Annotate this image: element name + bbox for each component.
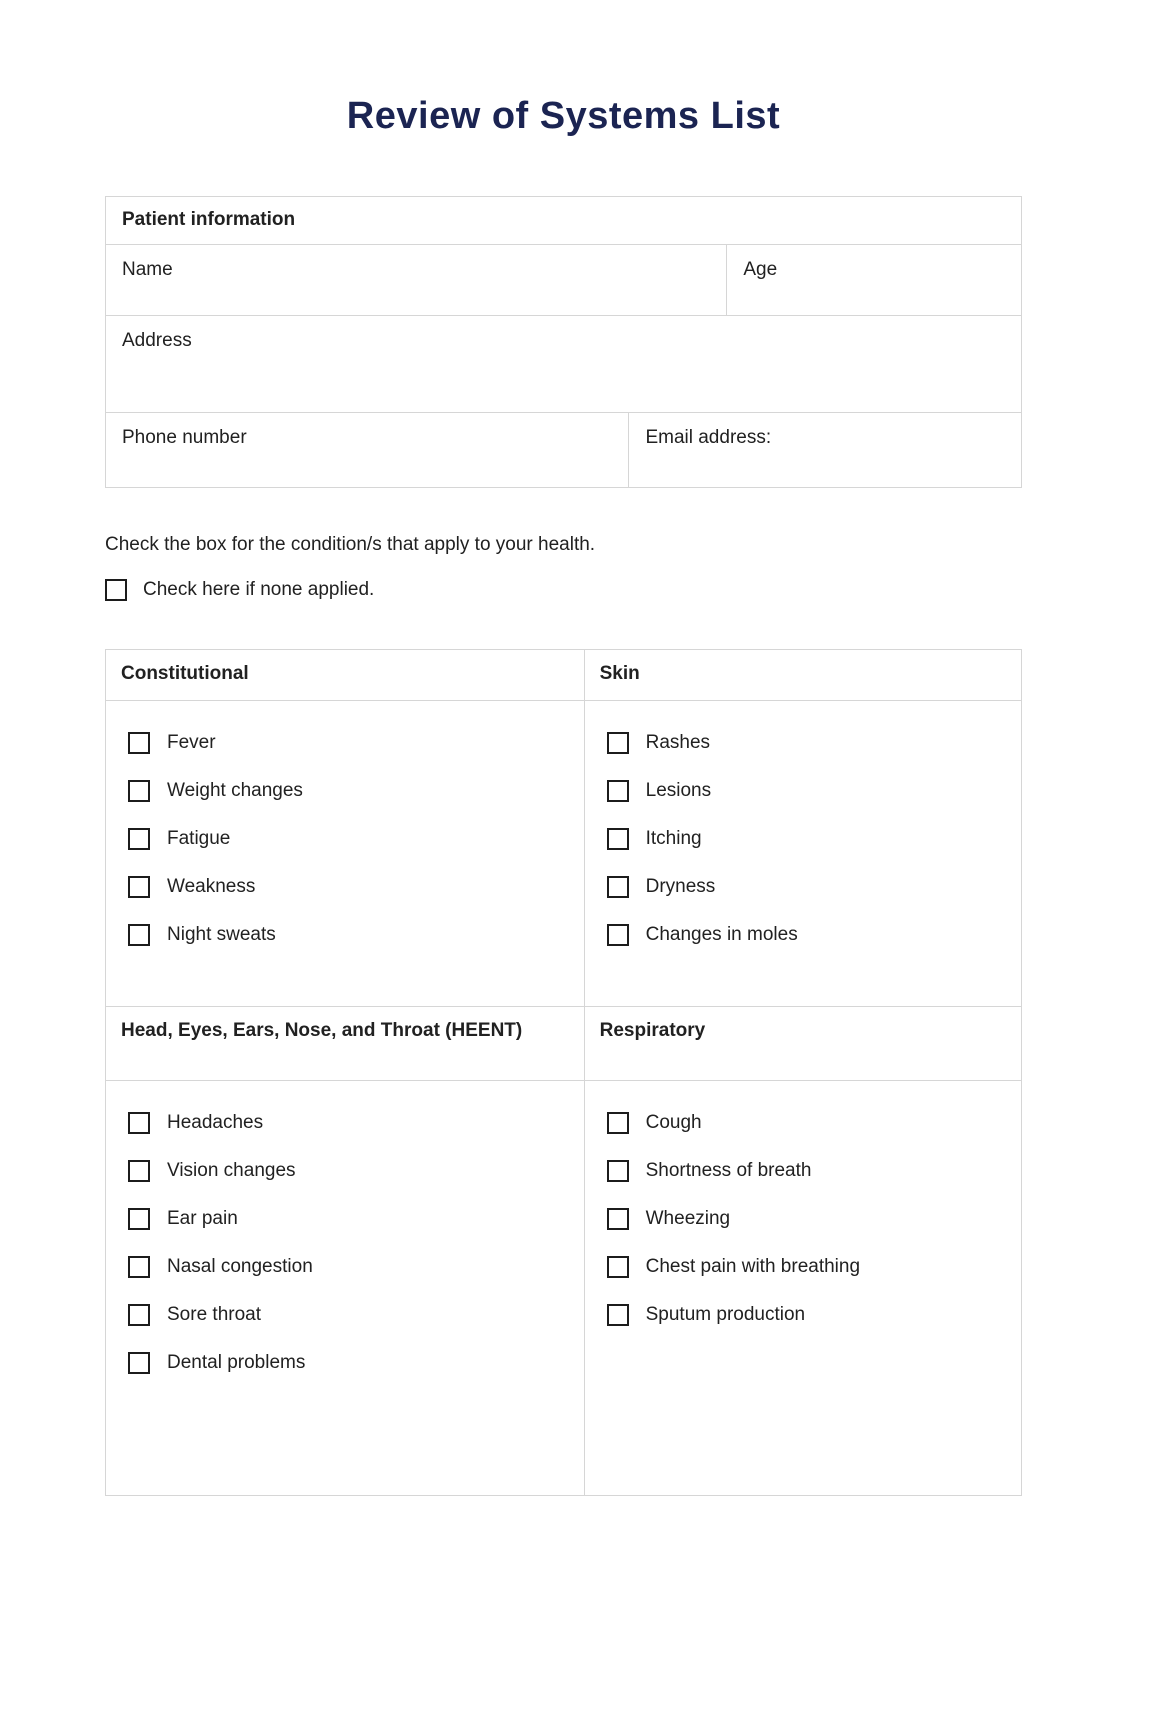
condition-checkbox[interactable] — [128, 780, 150, 802]
condition-checkbox-row[interactable] — [128, 767, 569, 815]
condition-checkbox-row[interactable] — [128, 719, 569, 767]
skin-checklist — [584, 701, 1021, 1006]
condition-checkbox[interactable] — [607, 924, 629, 946]
patient-info-row-address — [106, 315, 1021, 412]
condition-checkbox-row[interactable] — [607, 911, 1006, 959]
condition-checkbox[interactable] — [128, 924, 150, 946]
none-applied-label: Check here if none applied. — [143, 579, 375, 600]
condition-checkbox-row[interactable] — [128, 863, 569, 911]
condition-label: Weight changes — [167, 780, 303, 801]
condition-checkbox-row[interactable] — [128, 1339, 569, 1387]
page-title: Review of Systems List — [346, 95, 781, 137]
condition-checkbox[interactable] — [607, 1208, 629, 1230]
conditions-body-row-1 — [106, 700, 1021, 1006]
condition-label: Vision changes — [167, 1160, 296, 1181]
patient-info-row-name-age — [106, 244, 1021, 315]
condition-checkbox-row[interactable] — [607, 1195, 1006, 1243]
condition-checkbox-row[interactable] — [128, 815, 569, 863]
heent-checklist — [106, 1081, 584, 1495]
section-title-skin: Skin — [584, 650, 1021, 700]
constitutional-checklist — [106, 701, 584, 1006]
age-label: Age — [743, 259, 778, 280]
condition-checkbox-row[interactable] — [607, 1243, 1006, 1291]
condition-checkbox[interactable] — [607, 876, 629, 898]
condition-checkbox-row[interactable] — [607, 719, 1006, 767]
condition-label: Lesions — [645, 780, 712, 801]
condition-label: Cough — [645, 1112, 702, 1133]
condition-label: Sputum production — [645, 1304, 806, 1325]
checklist-instruction: Check the box for the condition/s that apply to your health. — [105, 534, 596, 555]
name-label: Name — [122, 259, 173, 280]
condition-label: Ear pain — [167, 1208, 238, 1229]
condition-label: Chest pain with breathing — [645, 1256, 861, 1277]
conditions-body-row-2 — [106, 1080, 1021, 1495]
condition-label: Itching — [645, 828, 702, 849]
patient-info-row-phone-email — [106, 412, 1021, 487]
condition-label: Headaches — [167, 1112, 264, 1133]
condition-checkbox-row[interactable] — [128, 1147, 569, 1195]
condition-label: Fatigue — [167, 828, 231, 849]
condition-checkbox-row[interactable] — [607, 767, 1006, 815]
condition-label: Dental problems — [167, 1352, 306, 1373]
condition-checkbox-row[interactable] — [607, 1099, 1006, 1147]
condition-label: Weakness — [167, 876, 256, 897]
condition-label: Dryness — [645, 876, 716, 897]
conditions-table — [105, 649, 1022, 1496]
condition-checkbox-row[interactable] — [607, 863, 1006, 911]
none-applied-checkbox[interactable] — [105, 579, 127, 601]
condition-label: Shortness of breath — [645, 1160, 812, 1181]
condition-checkbox[interactable] — [607, 828, 629, 850]
document-content — [105, 93, 1022, 1496]
name-field-cell[interactable] — [106, 245, 726, 315]
condition-checkbox[interactable] — [128, 1352, 150, 1374]
phone-field-cell[interactable] — [106, 413, 628, 487]
condition-label: Sore throat — [167, 1304, 261, 1325]
condition-checkbox-row[interactable] — [607, 1147, 1006, 1195]
condition-checkbox-row[interactable] — [607, 1291, 1006, 1339]
condition-checkbox-row[interactable] — [128, 1291, 569, 1339]
condition-checkbox-row[interactable] — [128, 1099, 569, 1147]
condition-checkbox[interactable] — [128, 1208, 150, 1230]
phone-label: Phone number — [122, 427, 247, 448]
condition-checkbox-row[interactable] — [128, 911, 569, 959]
condition-checkbox[interactable] — [128, 732, 150, 754]
condition-checkbox[interactable] — [128, 1256, 150, 1278]
condition-checkbox[interactable] — [607, 1304, 629, 1326]
condition-label: Night sweats — [167, 924, 276, 945]
conditions-header-row-1 — [106, 650, 1021, 700]
condition-checkbox-row[interactable] — [128, 1243, 569, 1291]
condition-label: Rashes — [645, 732, 711, 753]
condition-label: Nasal congestion — [167, 1256, 313, 1277]
email-label: Email address: — [645, 427, 772, 448]
document-page — [0, 93, 1176, 1723]
respiratory-checklist — [584, 1081, 1021, 1495]
none-applied-row[interactable] — [105, 578, 1022, 602]
condition-checkbox[interactable] — [128, 1304, 150, 1326]
condition-label: Wheezing — [645, 1208, 731, 1229]
address-label: Address — [122, 330, 192, 351]
age-field-cell[interactable] — [726, 245, 1021, 315]
condition-checkbox-row[interactable] — [607, 815, 1006, 863]
address-field-cell[interactable] — [106, 316, 1021, 412]
condition-checkbox[interactable] — [607, 1112, 629, 1134]
condition-checkbox[interactable] — [128, 1112, 150, 1134]
condition-checkbox[interactable] — [128, 1160, 150, 1182]
patient-info-header: Patient information — [122, 209, 296, 230]
condition-checkbox[interactable] — [607, 1256, 629, 1278]
condition-label: Changes in moles — [645, 924, 798, 945]
email-field-cell[interactable] — [628, 413, 1021, 487]
conditions-header-row-2 — [106, 1006, 1021, 1080]
section-title-constitutional: Constitutional — [121, 663, 249, 684]
condition-label: Fever — [167, 732, 216, 753]
condition-checkbox[interactable] — [128, 828, 150, 850]
section-title-respiratory: Respiratory — [584, 1007, 1021, 1080]
condition-checkbox[interactable] — [607, 732, 629, 754]
condition-checkbox[interactable] — [128, 876, 150, 898]
condition-checkbox[interactable] — [607, 1160, 629, 1182]
condition-checkbox[interactable] — [607, 780, 629, 802]
condition-checkbox-row[interactable] — [128, 1195, 569, 1243]
section-title-heent: Head, Eyes, Ears, Nose, and Throat (HEENT) — [121, 1020, 523, 1041]
patient-info-table — [105, 196, 1022, 488]
